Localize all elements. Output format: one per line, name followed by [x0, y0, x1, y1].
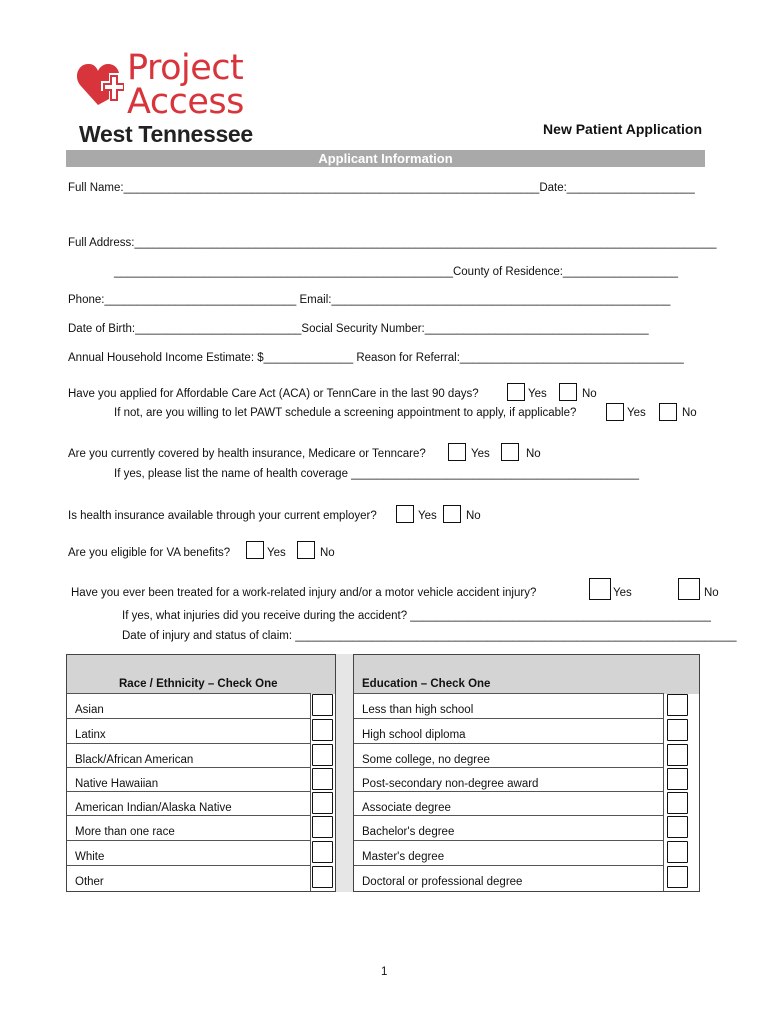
race-row-divider	[67, 840, 310, 841]
race-row-divider	[67, 865, 310, 866]
race-option-label: More than one race	[75, 826, 175, 838]
page-title: New Patient Application	[543, 121, 702, 137]
logo-line2: Access	[127, 82, 244, 122]
pawt-yes-label: Yes	[627, 407, 646, 419]
education-row-divider	[354, 718, 663, 719]
race-option-checkbox[interactable]	[312, 744, 333, 766]
va-no-label: No	[320, 547, 335, 559]
education-row-divider	[354, 791, 663, 792]
race-row-divider	[67, 718, 310, 719]
race-option-checkbox[interactable]	[312, 694, 333, 716]
education-option-checkbox[interactable]	[667, 768, 688, 790]
aca-yes-checkbox[interactable]	[507, 383, 525, 401]
education-option-checkbox[interactable]	[667, 816, 688, 838]
education-option-label: Post-secondary non-degree award	[362, 778, 539, 790]
education-option-label: Some college, no degree	[362, 754, 490, 766]
race-option-checkbox[interactable]	[312, 768, 333, 790]
race-option-checkbox[interactable]	[312, 719, 333, 741]
education-option-label: Doctoral or professional degree	[362, 876, 523, 888]
insurance-yes-checkbox[interactable]	[448, 443, 466, 461]
insurance-yes-label: Yes	[471, 448, 490, 460]
education-option-checkbox[interactable]	[667, 792, 688, 814]
aca-yes-label: Yes	[528, 388, 547, 400]
injury-question: Have you ever been treated for a work-related injury and/or a motor vehicle accident injury?	[71, 587, 537, 599]
logo-subtitle: West Tennessee	[79, 121, 253, 147]
logo-line1: Project	[127, 48, 244, 88]
injury-yes-checkbox[interactable]	[589, 578, 611, 600]
dob-ssn-field[interactable]: Date of Birth:__________________________Social Security Number:___________________________________	[68, 323, 649, 335]
pawt-question: If not, are you willing to let PAWT schedule a screening appointment to apply, if applicable?	[114, 407, 577, 419]
va-yes-label: Yes	[267, 547, 286, 559]
education-row-divider	[354, 693, 663, 694]
insurance-list-field[interactable]: If yes, please list the name of health coverage _____________________________________________	[114, 468, 639, 480]
aca-no-checkbox[interactable]	[559, 383, 577, 401]
employer-yes-checkbox[interactable]	[396, 505, 414, 523]
education-row-divider	[354, 865, 663, 866]
education-option-checkbox[interactable]	[667, 744, 688, 766]
race-row-divider	[67, 815, 310, 816]
race-option-checkbox[interactable]	[312, 816, 333, 838]
race-row-divider	[67, 743, 310, 744]
race-column-divider	[310, 693, 311, 891]
va-no-checkbox[interactable]	[297, 541, 315, 559]
education-table-header: Education – Check One	[362, 678, 491, 690]
pawt-no-checkbox[interactable]	[659, 403, 677, 421]
injury-yes-label: Yes	[613, 587, 632, 599]
pawt-no-label: No	[682, 407, 697, 419]
page-number: 1	[381, 966, 388, 978]
employer-question: Is health insurance available through your current employer?	[68, 510, 377, 522]
education-column-divider	[663, 693, 664, 891]
section-header: Applicant Information	[66, 150, 705, 167]
employer-no-checkbox[interactable]	[443, 505, 461, 523]
education-row-divider	[354, 815, 663, 816]
va-yes-checkbox[interactable]	[246, 541, 264, 559]
heart-cross-icon	[76, 57, 124, 109]
employer-yes-label: Yes	[418, 510, 437, 522]
education-row-divider	[354, 840, 663, 841]
race-row-divider	[67, 767, 310, 768]
education-option-label: Associate degree	[362, 802, 451, 814]
race-option-label: Other	[75, 876, 104, 888]
education-option-label: High school diploma	[362, 729, 466, 741]
race-option-label: White	[75, 851, 105, 863]
race-option-checkbox[interactable]	[312, 841, 333, 863]
va-question: Are you eligible for VA benefits?	[68, 547, 231, 559]
insurance-question: Are you currently covered by health insurance, Medicare or Tenncare?	[68, 448, 426, 460]
injury-detail-field[interactable]: If yes, what injuries did you receive during the accident? _______________________________________________	[122, 610, 711, 622]
full-address-field[interactable]: Full Address:___________________________________________________________________________________________	[68, 237, 717, 249]
education-option-checkbox[interactable]	[667, 719, 688, 741]
race-option-label: Black/African American	[75, 754, 194, 766]
insurance-no-checkbox[interactable]	[501, 443, 519, 461]
phone-email-field[interactable]: Phone:______________________________ Email:_____________________________________________________	[68, 294, 671, 306]
race-row-divider	[67, 693, 310, 694]
education-option-checkbox[interactable]	[667, 694, 688, 716]
address-county-field[interactable]: _____________________________________________________County of Residence:__________________	[114, 266, 679, 278]
table-gap	[336, 654, 354, 892]
pawt-yes-checkbox[interactable]	[606, 403, 624, 421]
education-row-divider	[354, 767, 663, 768]
education-option-label: Bachelor's degree	[362, 826, 455, 838]
injury-no-checkbox[interactable]	[678, 578, 700, 600]
education-row-divider	[354, 743, 663, 744]
education-option-checkbox[interactable]	[667, 866, 688, 888]
employer-no-label: No	[466, 510, 481, 522]
education-option-label: Master's degree	[362, 851, 445, 863]
race-option-label: American Indian/Alaska Native	[75, 802, 232, 814]
race-table-header: Race / Ethnicity – Check One	[119, 678, 278, 690]
race-option-checkbox[interactable]	[312, 866, 333, 888]
race-row-divider	[67, 791, 310, 792]
race-option-label: Asian	[75, 704, 104, 716]
injury-no-label: No	[704, 587, 719, 599]
race-option-checkbox[interactable]	[312, 792, 333, 814]
injury-date-field[interactable]: Date of injury and status of claim: _____________________________________________________________________	[122, 630, 737, 642]
race-option-label: Native Hawaiian	[75, 778, 159, 790]
education-option-label: Less than high school	[362, 704, 474, 716]
race-option-label: Latinx	[75, 729, 106, 741]
income-referral-field[interactable]: Annual Household Income Estimate: $______________ Reason for Referral:___________________________________	[68, 352, 684, 364]
education-option-checkbox[interactable]	[667, 841, 688, 863]
aca-no-label: No	[582, 388, 597, 400]
aca-question: Have you applied for Affordable Care Act (ACA) or TennCare in the last 90 days?	[68, 388, 479, 400]
full-name-date-field[interactable]: Full Name:_________________________________________________________________Date:____________________	[68, 182, 695, 194]
insurance-no-label: No	[526, 448, 541, 460]
